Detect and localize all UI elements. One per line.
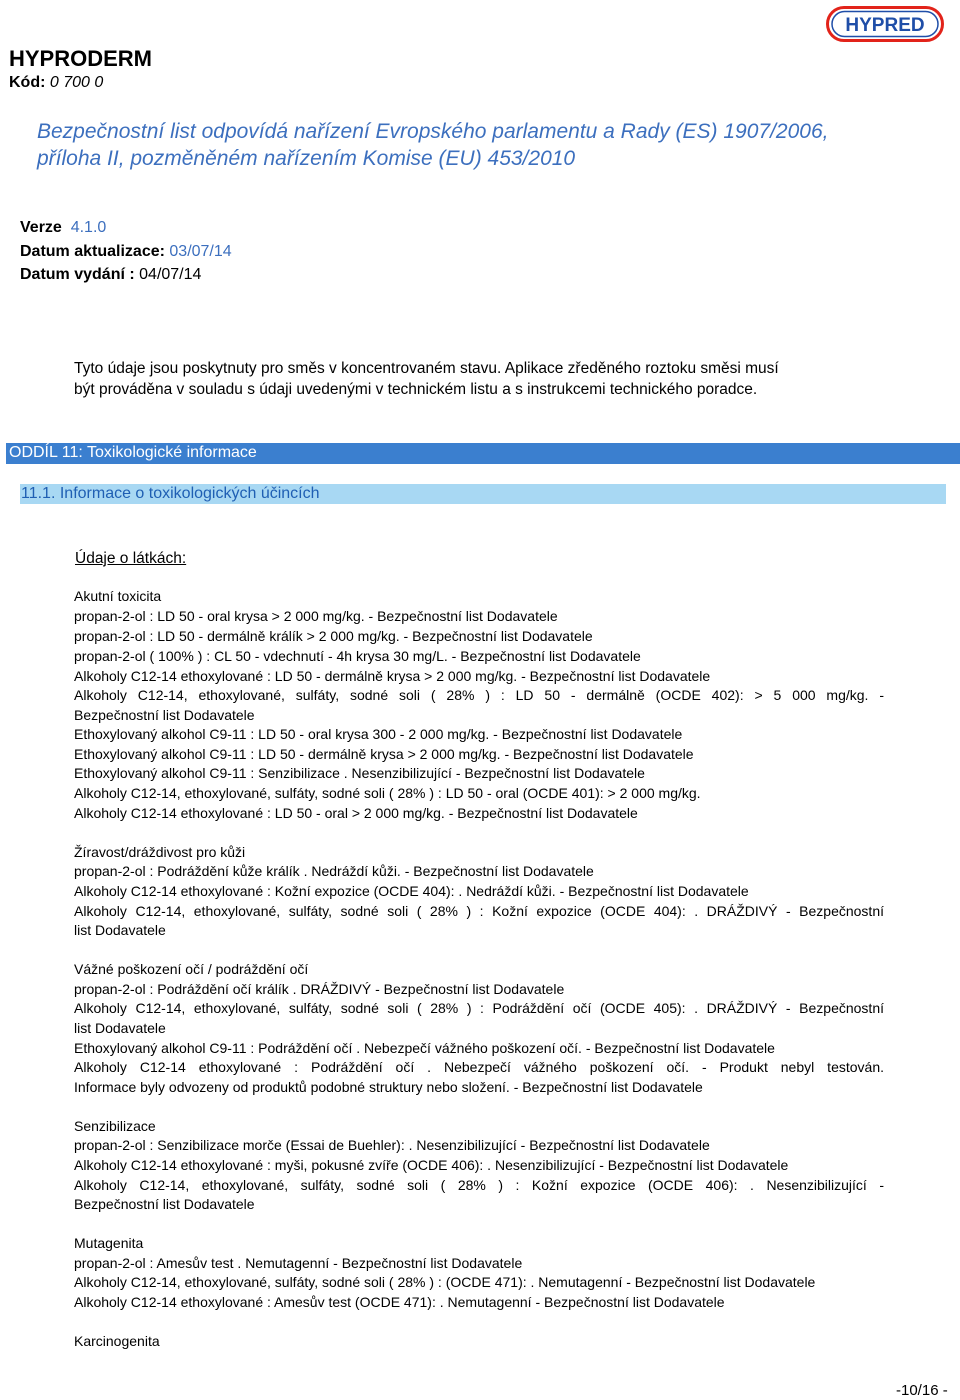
text-line: propan-2-ol : Podráždění očí králík . DRÁŽDIVÝ - Bezpečnostní list Dodavatele (74, 981, 565, 997)
text-line: Ethoxylovaný alkohol C9-11 : LD 50 - dermálně krysa > 2 000 mg/kg. - Bezpečnostní list Dodavatele (74, 746, 694, 762)
text-line: Informace byly odvozeny od produktů podobné struktury nebo složení. - Bezpečnostní list Dodavatele (74, 1079, 703, 1095)
text-line: Alkoholy C12-14 ethoxylované : LD 50 - oral > 2 000 mg/kg. - Bezpečnostní list Dodavatele (74, 805, 638, 821)
product-name: HYPRODERM (9, 46, 153, 71)
text-line: Ethoxylovaný alkohol C9-11 : Senzibilizace . Nesenzibilizující - Bezpečnostní list Dodavatele (74, 765, 645, 781)
product-code (9, 74, 103, 92)
text-line: propan-2-ol : Podráždění kůže králík . Nedráždí kůži. - Bezpečnostní list Dodavatele (74, 863, 594, 879)
text-line: Akutní toxicita (74, 588, 162, 604)
issue-date (20, 266, 201, 284)
intro-line-2: být prováděna v souladu s údaji uvedenými v technickém listu a s instrukcemi technického poradce. (74, 381, 758, 398)
update-value: 03/07/14 (169, 243, 232, 260)
text-line: Bezpečnostní list Dodavatele (74, 707, 255, 723)
text-line: Alkoholy C12-14, ethoxylované, sulfáty, sodné soli ( 28% ) : LD 50 - dermálně (OCDE 402): > 5 000 mg/kg. - (74, 687, 884, 703)
regulation-line-2: příloha II, pozměněném nařízením Komise (EU) 453/2010 (37, 147, 576, 170)
text-line: propan-2-ol ( 100% ) : CL 50 - vdechnutí - 4h krysa 30 mg/L. - Bezpečnostní list Dodavatele (74, 648, 641, 664)
regulation-line-1: Bezpečnostní list odpovídá nařízení Evropského parlamentu a Rady (ES) 1907/2006, (37, 120, 829, 143)
text-line: propan-2-ol : Senzibilizace morče (Essai de Buehler): . Nesenzibilizující - Bezpečnostní list Dodavatele (74, 1137, 710, 1153)
text-line: Mutagenita (74, 1235, 144, 1251)
update-label: Datum aktualizace: (20, 243, 165, 260)
text-line: Vážné poškození očí / podráždění očí (74, 961, 309, 977)
text-line: Alkoholy C12-14, ethoxylované, sulfáty, sodné soli ( 28% ) : Kožní expozice (OCDE 406): . Nesenzibilizující - (74, 1177, 884, 1193)
text-line: list Dodavatele (74, 922, 166, 938)
text-line: Alkoholy C12-14, ethoxylované, sulfáty, sodné soli ( 28% ) : (OCDE 471): . Nemutagenní - Bezpečnostní list Dodavatele (74, 1274, 816, 1290)
substances-heading: Údaje o látkách: (75, 550, 187, 567)
text-line: Alkoholy C12-14 ethoxylované : myši, pokusné zvíře (OCDE 406): . Nesenzibilizující - Bezpečnostní list Dodavatele (74, 1157, 789, 1173)
issue-value: 04/07/14 (139, 266, 202, 283)
text-line: Alkoholy C12-14, ethoxylované, sulfáty, sodné soli ( 28% ) : Kožní expozice (OCDE 404): . DRÁŽDIVÝ - Bezpečnostní (74, 903, 884, 919)
subsection-title: 11.1. Informace o toxikologických účincích (21, 485, 320, 502)
text-line: propan-2-ol : LD 50 - dermálně králík > 2 000 mg/kg. - Bezpečnostní list Dodavatele (74, 628, 593, 644)
version (20, 219, 106, 237)
text-line: Alkoholy C12-14, ethoxylované, sulfáty, sodné soli ( 28% ) : Podráždění očí (OCDE 405): . DRÁŽDIVÝ - Bezpečnostní (74, 1000, 884, 1016)
text-line: Alkoholy C12-14 ethoxylované : Kožní expozice (OCDE 404): . Nedráždí kůži. - Bezpečnostní list Dodavatele (74, 883, 749, 899)
hypred-logo (826, 6, 944, 42)
text-line: Karcinogenita (74, 1333, 160, 1349)
text-line: propan-2-ol : Amesův test . Nemutagenní - Bezpečnostní list Dodavatele (74, 1255, 523, 1271)
text-line: Alkoholy C12-14, ethoxylované, sulfáty, sodné soli ( 28% ) : LD 50 - oral (OCDE 401): > 2 000 mg/kg. (74, 785, 701, 801)
intro-line-1: Tyto údaje jsou poskytnuty pro směs v koncentrovaném stavu. Aplikace zředěného roztoku směsi musí (74, 360, 779, 377)
section-title: ODDÍL 11: Toxikologické informace (9, 444, 257, 461)
text-line: Alkoholy C12-14 ethoxylované : LD 50 - dermálně krysa > 2 000 mg/kg. - Bezpečnostní list Dodavatele (74, 668, 711, 684)
code-value: 0 700 0 (49, 74, 104, 91)
text-line: Alkoholy C12-14 ethoxylované : Amesův test (OCDE 471): . Nemutagenní - Bezpečnostní list Dodavatele (74, 1294, 725, 1310)
text-line: Bezpečnostní list Dodavatele (74, 1196, 255, 1212)
version-value: 4.1.0 (70, 219, 107, 236)
text-line: Ethoxylovaný alkohol C9-11 : LD 50 - oral krysa 300 - 2 000 mg/kg. - Bezpečnostní list Dodavatele (74, 726, 683, 742)
issue-label: Datum vydání : (20, 266, 135, 283)
text-line: Senzibilizace (74, 1118, 156, 1134)
text-line: list Dodavatele (74, 1020, 166, 1036)
logo-text: HYPRED (845, 15, 925, 36)
version-label: Verze (20, 219, 62, 236)
update-date (20, 243, 232, 261)
text-line: propan-2-ol : LD 50 - oral krysa > 2 000 mg/kg. - Bezpečnostní list Dodavatele (74, 608, 558, 624)
code-label: Kód: (9, 74, 46, 91)
text-line: Žíravost/dráždivost pro kůži (74, 844, 246, 860)
page-number: -10/16 - (896, 1382, 948, 1399)
text-line: Ethoxylovaný alkohol C9-11 : Podráždění očí . Nebezpečí vážného poškození očí. - Bezpečnostní list Dodavatele (74, 1040, 775, 1056)
text-line: Alkoholy C12-14 ethoxylované : Podráždění očí . Nebezpečí vážného poškození očí. - Produkt nebyl testován. (74, 1059, 884, 1075)
